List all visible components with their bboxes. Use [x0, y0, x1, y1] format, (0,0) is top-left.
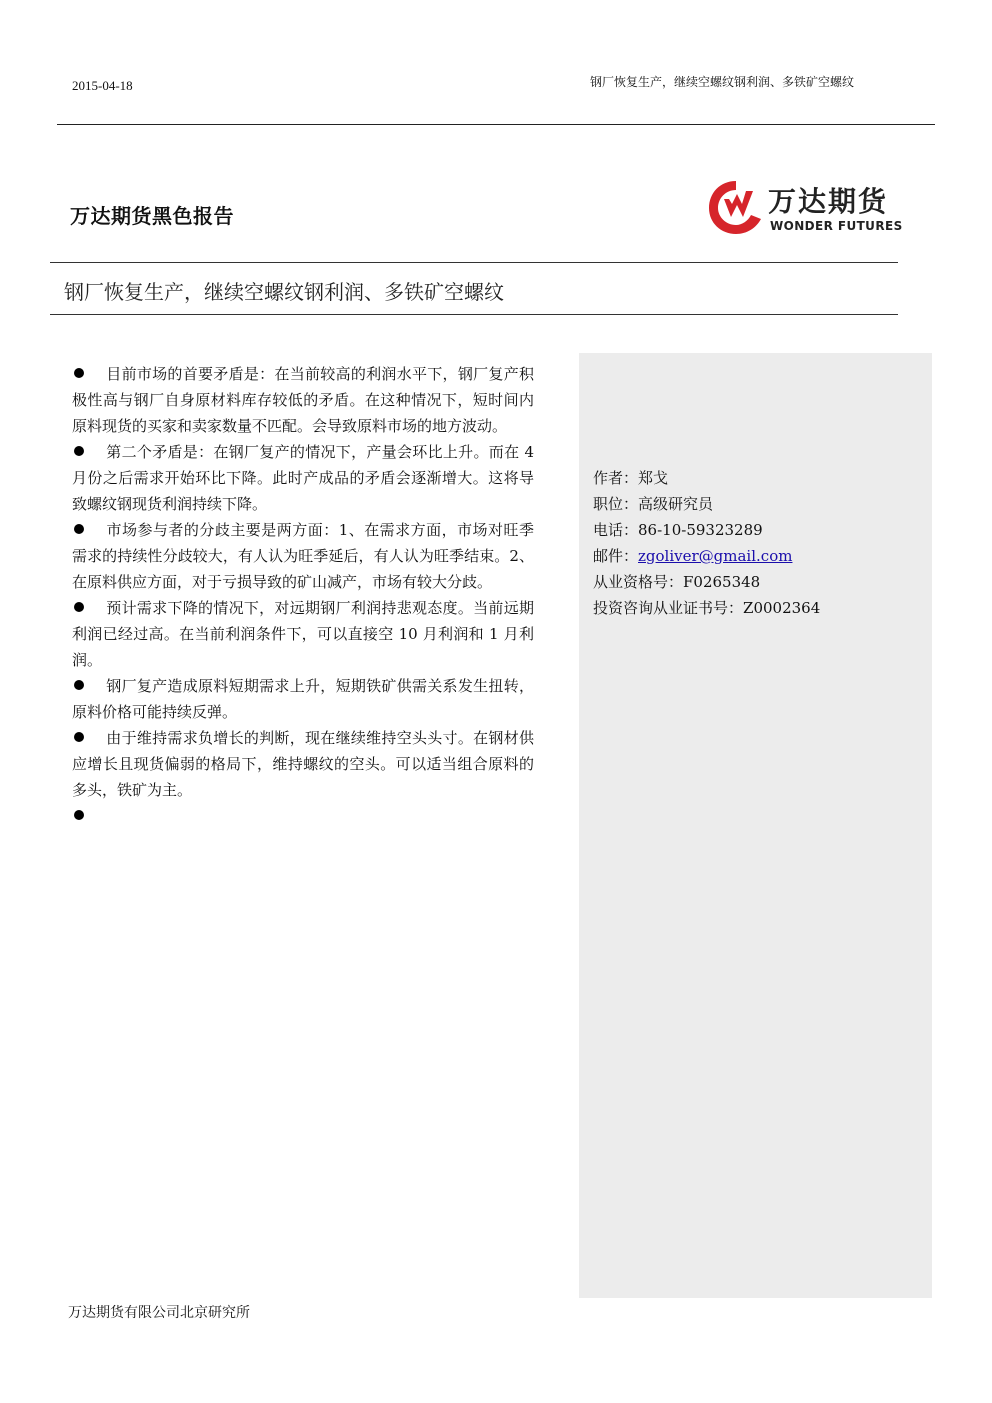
- bullet-paragraph: 由于维持需求负增长的判断，现在继续维持空头头寸。在钢材供应增长且现货偏弱的格局下，维持螺纹的空头。可以适当组合原料的多头，铁矿为主。: [72, 729, 534, 799]
- main-title: 钢厂恢复生产，继续空螺纹钢利润、多铁矿空螺纹: [64, 280, 504, 304]
- bullet-icon: [74, 810, 84, 820]
- author-row: 作者：郑戈: [593, 469, 669, 487]
- advisory-row: 投资咨询从业证书号：Z0002364: [593, 599, 821, 617]
- qualification-number: F0265348: [683, 573, 761, 591]
- report-name: 万达期货黑色报告: [70, 204, 234, 228]
- header-divider: [57, 124, 935, 125]
- author-position: 高级研究员: [638, 495, 714, 513]
- bullet-icon: [74, 524, 84, 534]
- bullet-icon: [74, 446, 84, 456]
- wonder-logo-icon: [706, 177, 766, 237]
- bullet-paragraph: 第二个矛盾是：在钢厂复产的情况下，产量会环比上升。而在 4 月份之后需求开始环比下降。此时产成品的矛盾会逐渐增大。这将导致螺纹钢现货利润持续下降。: [72, 443, 534, 513]
- bullet-icon: [74, 680, 84, 690]
- phone-row: 电话：86-10-59323289: [593, 521, 763, 539]
- bullet-paragraph: 钢厂复产造成原料短期需求上升，短期铁矿供需关系发生扭转，原料价格可能持续反弹。: [72, 677, 534, 721]
- logo-name-cn: 万达期货: [768, 185, 889, 218]
- qualification-row: 从业资格号：F0265348: [593, 573, 761, 591]
- title-rule-top: [50, 262, 898, 263]
- bullet-paragraph: 目前市场的首要矛盾是：在当前较高的利润水平下，钢厂复产积极性高与钢厂自身原材料库存较低的矛盾。在这种情况下，短时间内原料现货的买家和卖家数量不匹配。会导致原料市场的地方波动。: [72, 365, 534, 435]
- empty-bullet-paragraph: [72, 803, 534, 829]
- bullet-icon: [74, 732, 84, 742]
- title-rule-bottom: [50, 314, 898, 315]
- logo-name-en: WONDER FUTURES: [770, 219, 903, 233]
- report-date: 2015-04-18: [72, 78, 133, 93]
- author-name: 郑戈: [638, 469, 669, 487]
- email-row: 邮件：zgoliver@gmail.com: [593, 547, 793, 565]
- advisory-number: Z0002364: [743, 599, 821, 617]
- bullet-icon: [74, 602, 84, 612]
- bullet-icon: [74, 368, 84, 378]
- bullet-paragraph: 市场参与者的分歧主要是两方面：1、在需求方面，市场对旺季需求的持续性分歧较大，有人认为旺季延后，有人认为旺季结束。2、在原料供应方面，对于亏损导致的矿山减产，市场有较大分歧。: [72, 521, 534, 591]
- author-phone: 86-10-59323289: [638, 521, 763, 539]
- email-link[interactable]: zgoliver@gmail.com: [638, 547, 793, 565]
- position-row: 职位：高级研究员: [593, 495, 714, 513]
- footer-company: 万达期货有限公司北京研究所: [68, 1305, 250, 1321]
- bullet-paragraph: 预计需求下降的情况下，对远期钢厂利润持悲观态度。当前远期利润已经过高。在当前利润条件下，可以直接空 10 月利润和 1 月利润。: [72, 599, 534, 669]
- author-info: [593, 465, 820, 621]
- report-body: [72, 361, 534, 829]
- running-title: 钢厂恢复生产，继续空螺纹钢利润、多铁矿空螺纹: [590, 75, 855, 89]
